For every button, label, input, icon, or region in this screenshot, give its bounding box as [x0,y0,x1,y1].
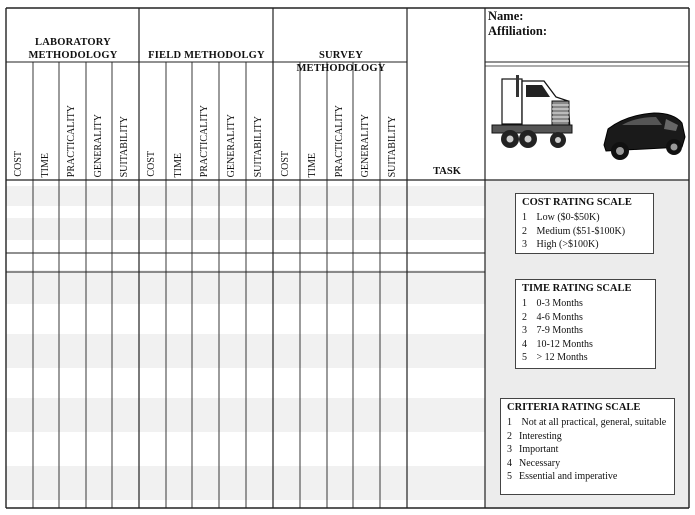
criteria-scale-title: CRITERIA RATING SCALE [507,402,641,413]
truck-icon [492,75,572,148]
vehicles-illustration [486,67,689,179]
laboratory-methodology-heading: LABORATORY METHODOLOGY [28,37,118,61]
criteria-scale-item: 5 Essential and imperative [507,471,618,482]
shaded-row [6,398,485,432]
shaded-row [6,218,485,240]
cost-scale-item: 3 High (>$100K) [522,239,599,250]
cost-rating-scale [515,193,654,254]
col-field-suitability: SUITABILITY [253,115,264,177]
col-field-time: TIME [173,152,184,177]
shaded-row [6,186,485,206]
col-lab-cost: COST [13,151,24,177]
cost-scale-item: 1 Low ($0-$50K) [522,212,600,223]
col-survey-cost: COST [280,151,291,177]
shaded-row [6,334,485,368]
col-survey-suitability: SUITABILITY [387,115,398,177]
col-lab-suitability: SUITABILITY [119,115,130,177]
col-lab-generality: GENERALITY [93,113,104,177]
criteria-scale-item: 3 Important [507,444,559,455]
col-lab-time: TIME [40,152,51,177]
col-field-generality: GENERALITY [226,113,237,177]
cost-scale-item: 2 Medium ($51-$100K) [522,225,626,237]
time-scale-item: 2 4-6 Months [522,311,583,323]
affiliation-field-label: Affiliation: [488,24,548,38]
time-scale-title: TIME RATING SCALE [522,283,632,294]
criteria-scale-item: 2 Interesting [507,430,562,442]
criteria-rating-scale [500,398,675,495]
time-scale-item: 4 10-12 Months [522,338,593,350]
col-lab-practicality: PRACTICALITY [66,104,77,177]
time-scale-item: 3 7-9 Months [522,325,583,336]
criteria-scale-item: 1 Not at all practical, general, suitable [507,417,667,428]
field-methodology-heading: FIELD METHODOLGY [148,50,265,61]
name-field-label: Name: [488,9,524,23]
col-survey-generality: GENERALITY [360,113,371,177]
cost-scale-title: COST RATING SCALE [522,197,632,208]
col-survey-time: TIME [307,152,318,177]
survey-methodology-heading: SURVEY METHODOLOGY [296,50,386,74]
time-rating-scale [515,279,656,369]
col-survey-practicality: PRACTICALITY [334,104,345,177]
task-column-header: TASK [433,166,461,177]
time-scale-item: 1 0-3 Months [522,298,583,309]
criteria-scale-item: 4 Necessary [507,457,561,469]
car-icon [604,113,685,160]
shaded-row [6,466,485,500]
col-field-practicality: PRACTICALITY [199,104,210,177]
shaded-row [6,270,485,304]
col-field-cost: COST [146,151,157,177]
time-scale-item: 5 > 12 Months [522,352,588,363]
